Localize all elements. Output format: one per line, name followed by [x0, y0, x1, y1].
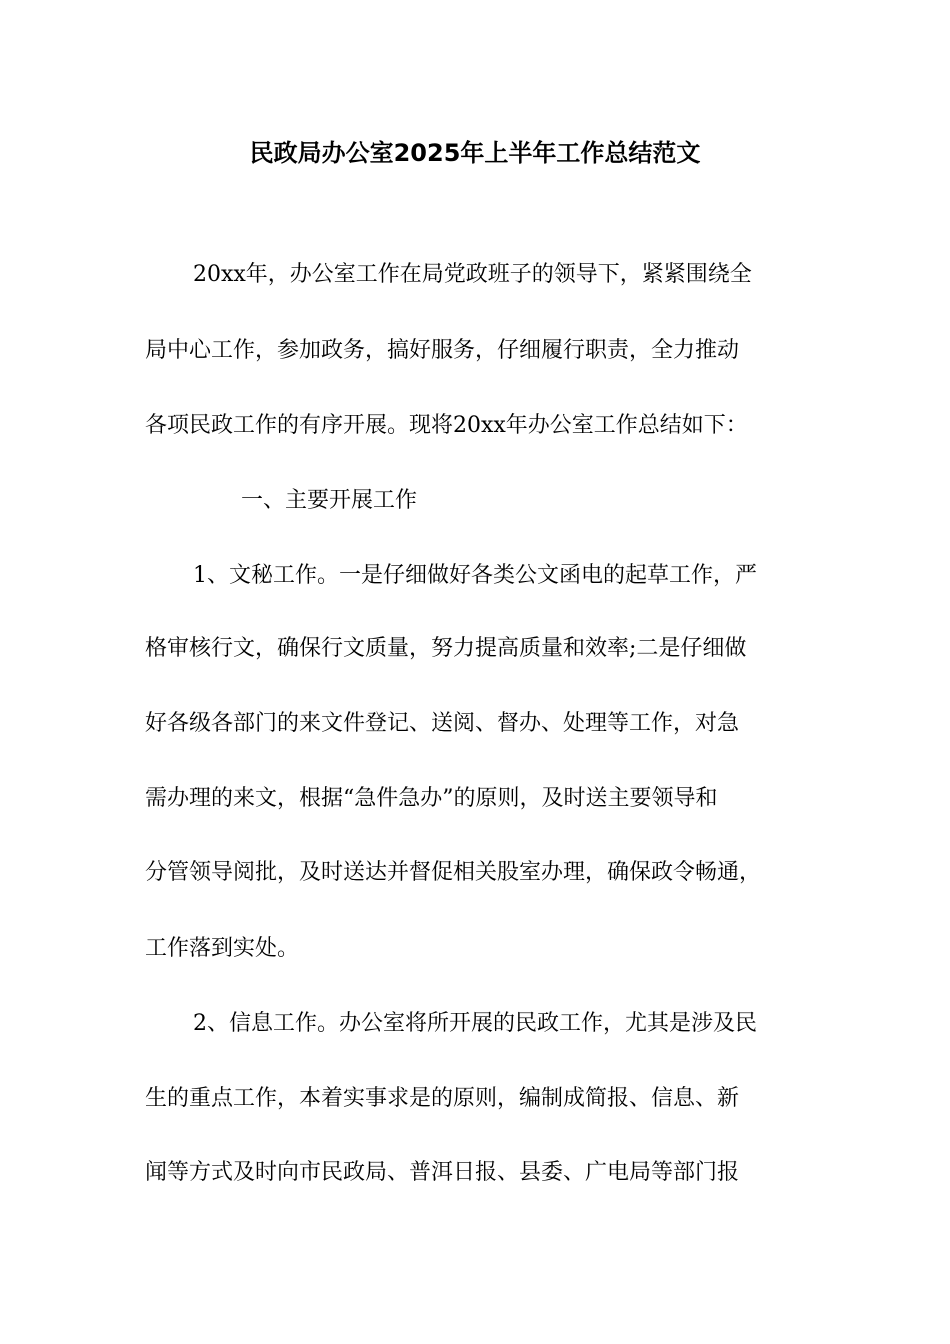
section-heading: 一、主要开展工作	[241, 488, 418, 513]
paragraph-line: 好各级各部门的来文件登记、送阅、督办、处理等工作，对急	[145, 711, 740, 736]
paragraph-line: 闻等方式及时向市民政局、普洱日报、县委、广电局等部门报	[145, 1160, 740, 1185]
paragraph-line: 20xx年，办公室工作在局党政班子的领导下，紧紧围绕全	[193, 262, 752, 287]
paragraph-line: 各项民政工作的有序开展。现将20xx年办公室工作总结如下：	[145, 413, 748, 438]
document-title: 民政局办公室2025年上半年工作总结范文	[249, 139, 701, 167]
paragraph-line: 1、文秘工作。一是仔细做好各类公文函电的起草工作，严	[193, 563, 757, 588]
paragraph-line: 分管领导阅批，及时送达并督促相关股室办理，确保政令畅通，	[145, 860, 762, 885]
paragraph-line: 2、信息工作。办公室将所开展的民政工作，尤其是涉及民	[193, 1011, 757, 1036]
paragraph-line: 需办理的来文，根据“急件急办”的原则，及时送主要领导和	[145, 786, 718, 811]
paragraph-line: 格审核行文，确保行文质量，努力提高质量和效率;二是仔细做	[145, 636, 747, 661]
paragraph-line: 生的重点工作，本着实事求是的原则，编制成简报、信息、新	[145, 1086, 740, 1111]
paragraph-line: 局中心工作，参加政务，搞好服务，仔细履行职责，全力推动	[145, 338, 740, 363]
paragraph-line: 工作落到实处。	[145, 936, 300, 961]
